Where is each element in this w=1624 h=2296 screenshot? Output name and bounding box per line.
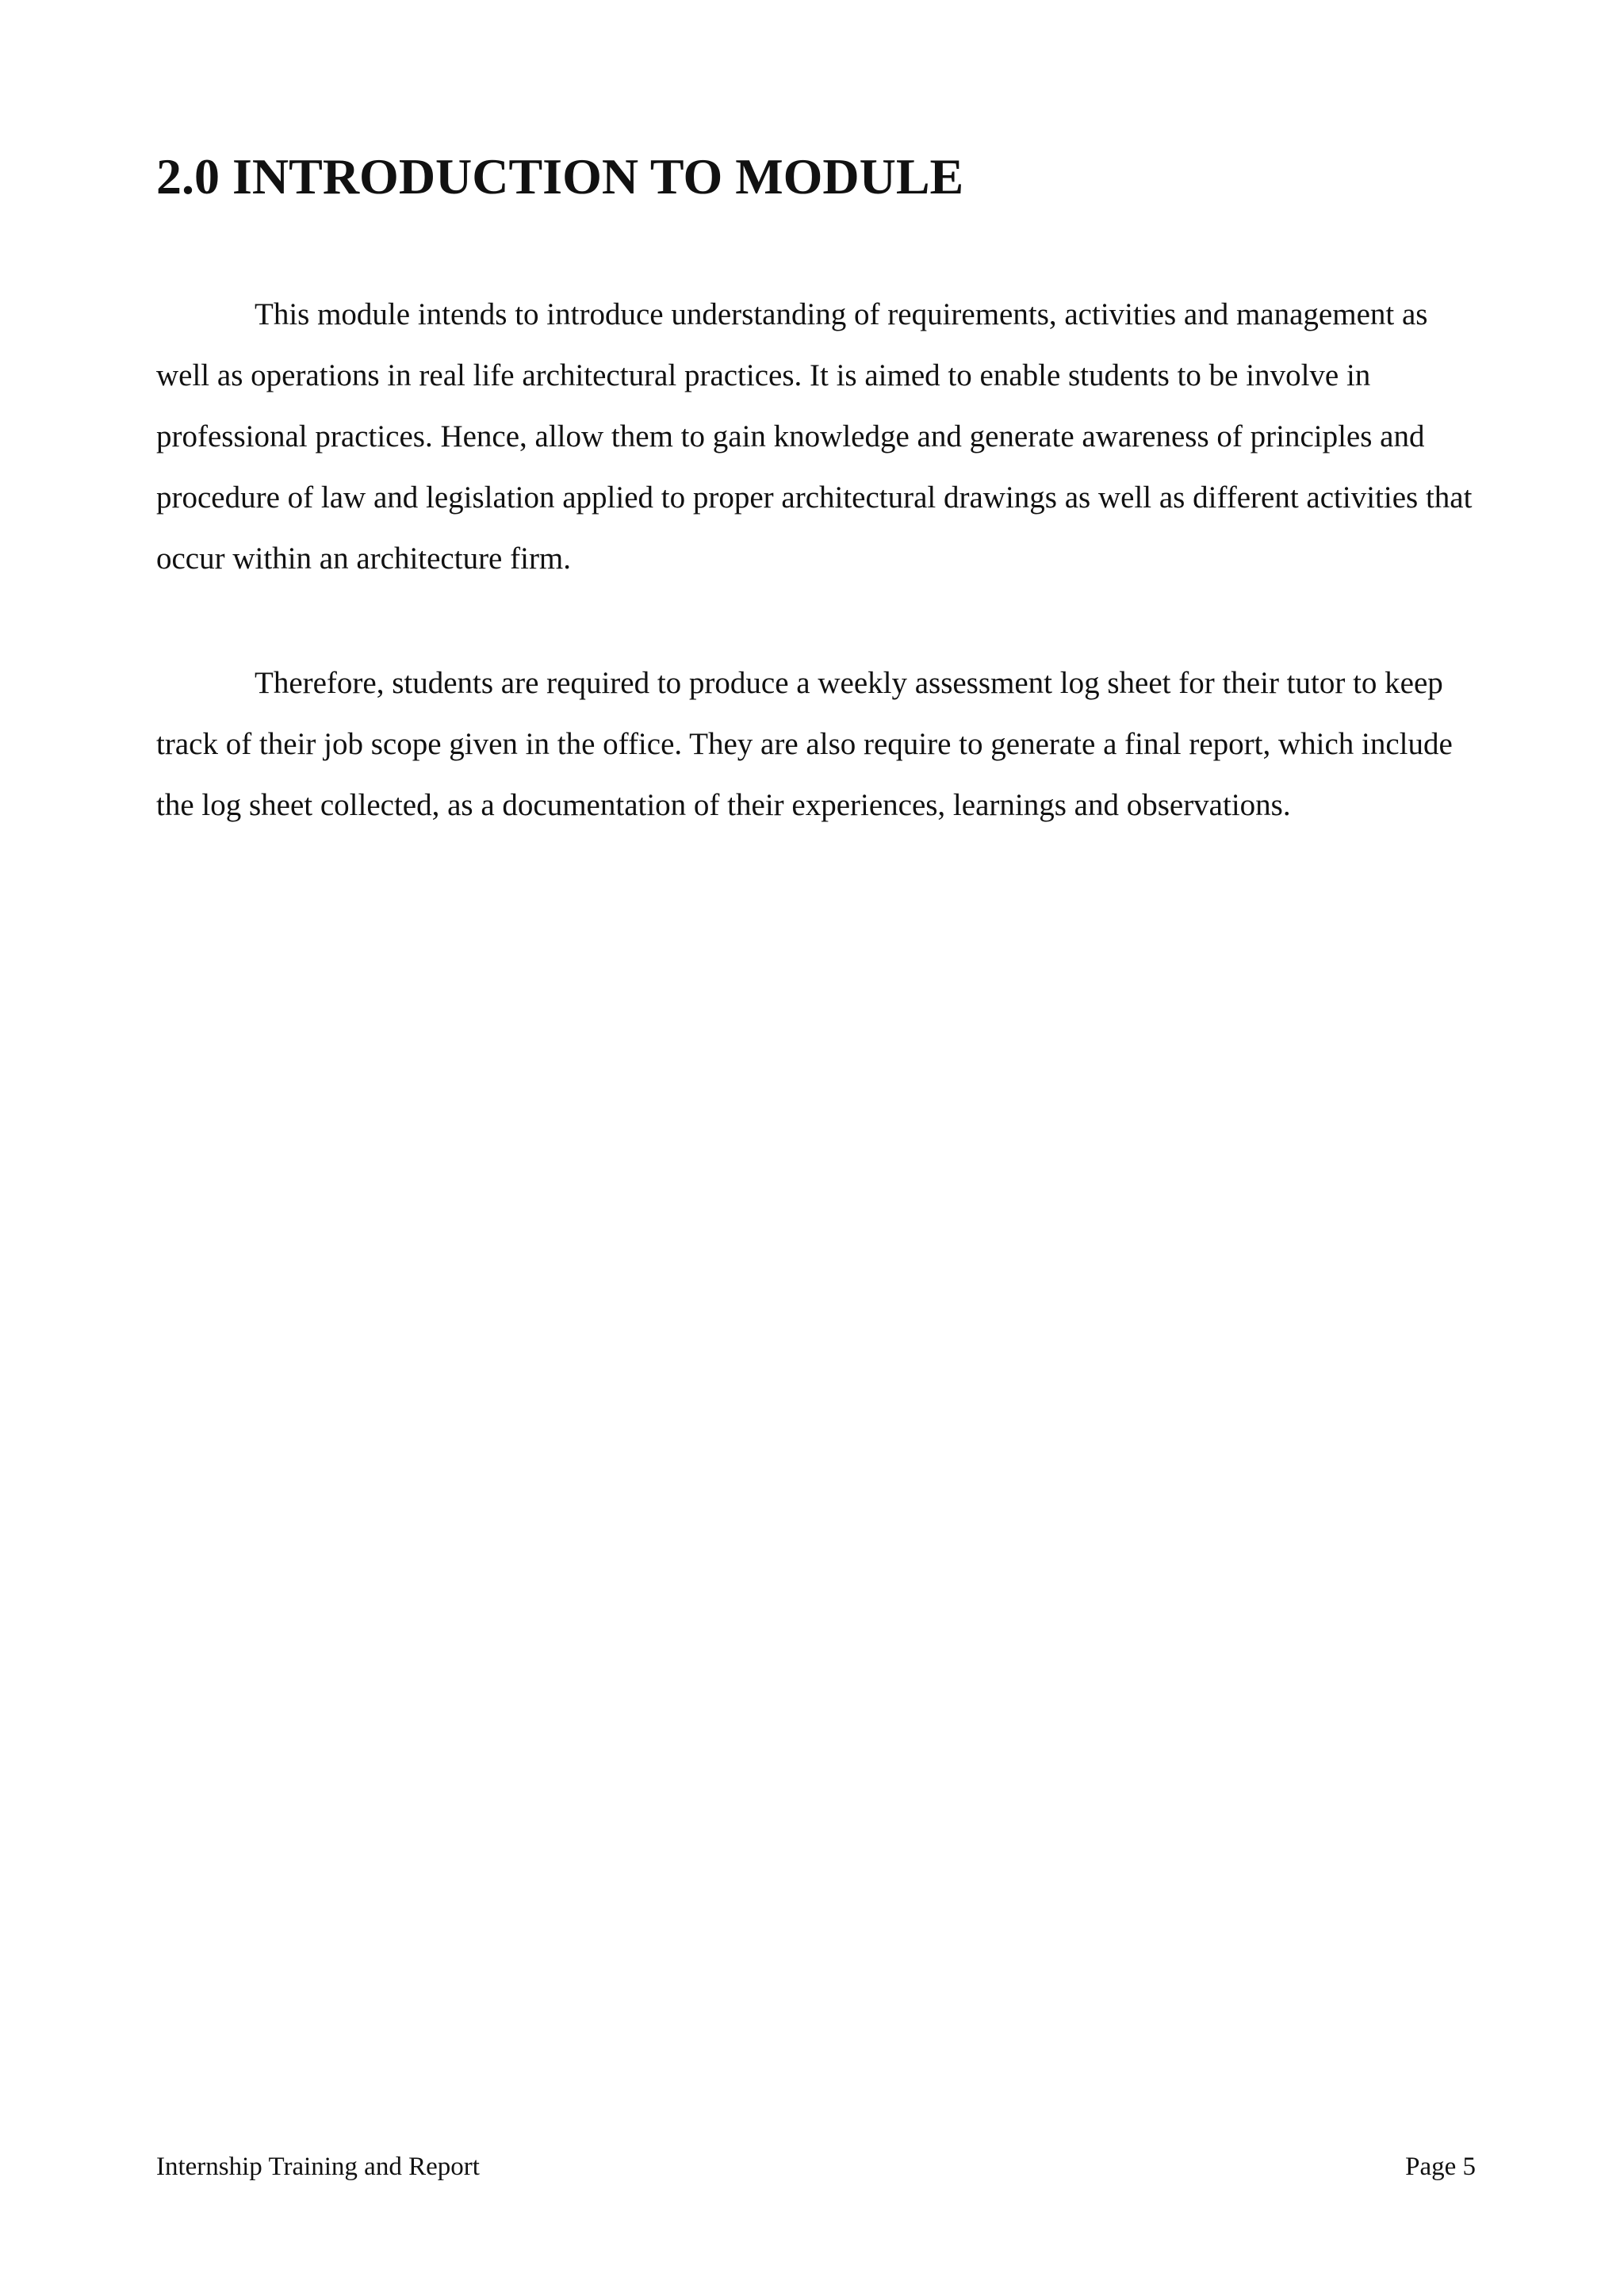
footer-document-title: Internship Training and Report	[156, 2152, 480, 2181]
paragraph-requirements: Therefore, students are required to produce a weekly assessment log sheet for their tutor to keep track of their job scope given in the office. They are also require to generate a final report, which include the log sheet collected, as a documentation of their experiences, learnings and observations.	[156, 666, 1453, 822]
section-body	[156, 284, 1473, 899]
section-heading: 2.0 INTRODUCTION TO MODULE	[156, 148, 964, 205]
paragraph-intro: This module intends to introduce understanding of requirements, activities and management as well as operations in real life architectural practices. It is aimed to enable students to be involve in professional practices. Hence, allow them to gain knowledge and generate awareness of principles and procedure of law and legislation applied to proper architectural drawings as well as different activities that occur within an architecture firm.	[156, 297, 1473, 576]
footer-page-number: Page 5	[1405, 2152, 1476, 2181]
